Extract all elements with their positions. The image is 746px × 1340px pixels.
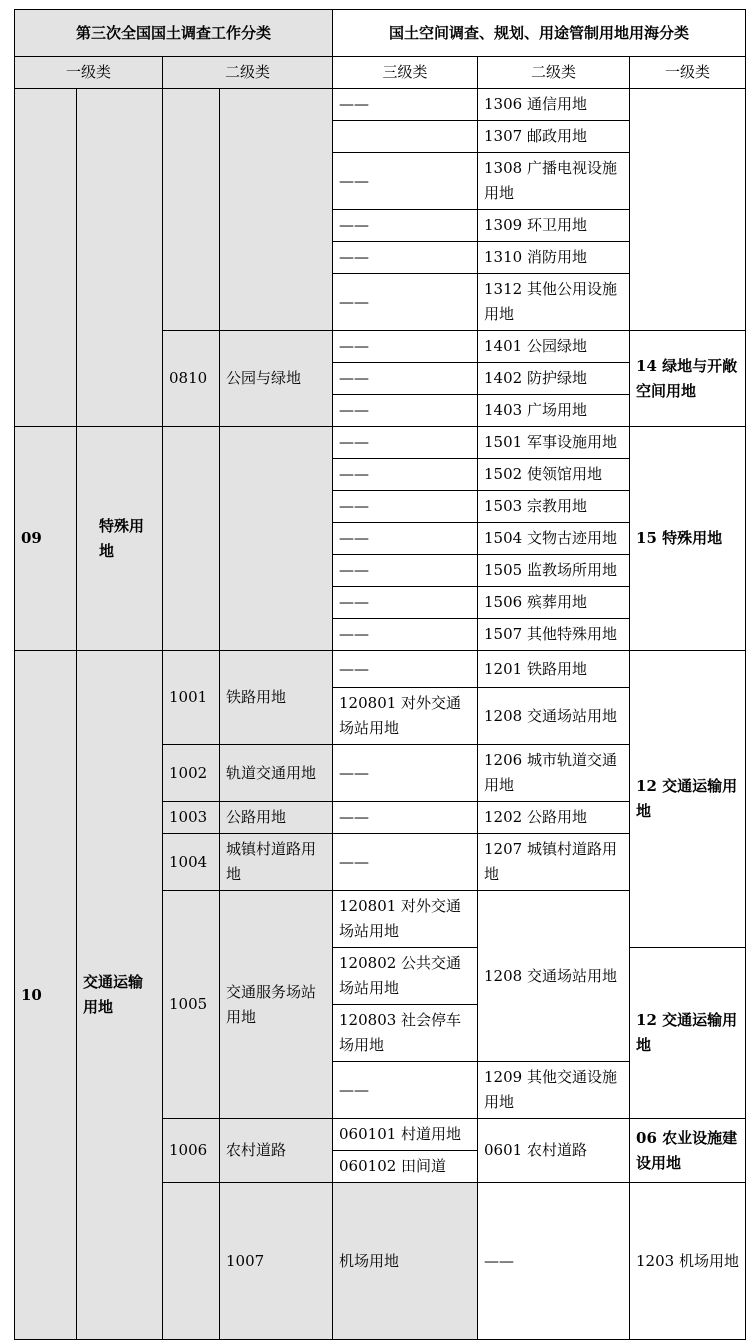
cell-l2-name: 轨道交通用地 [220,745,333,802]
cell-l1-name: 交通运输用地 [77,651,163,1340]
cell-level3: —— [333,587,478,619]
cell-level3: —— [333,89,478,121]
cell-level2: 1312 其他公用设施用地 [478,274,630,331]
cell-l2-name: 公路用地 [220,802,333,834]
cell-level3: —— [333,619,478,651]
col-header-level1b: 一级类 [630,57,746,89]
cell-level3: 120801 对外交通场站用地 [333,891,478,948]
cell-level2: 1202 公路用地 [478,802,630,834]
land-classification-table [14,9,746,1340]
table-row [15,651,746,688]
subheader-row [15,57,746,89]
cell-level2: 1403 广场用地 [478,395,630,427]
cell-level2: 1503 宗教用地 [478,491,630,523]
col-header-level2b: 二级类 [478,57,630,89]
cell-level2: 1308 广播电视设施用地 [478,153,630,210]
cell-level3: —— [333,523,478,555]
cell-level2: 1506 殡葬用地 [478,587,630,619]
cell-l1-name [163,1183,220,1340]
cell-level3: 060102 田间道 [333,1151,478,1183]
cell-level3: —— [333,555,478,587]
cell-level3: —— [333,210,478,242]
cell-level2: 1310 消防用地 [478,242,630,274]
cell-level3: —— [333,153,478,210]
cell-l2-name: 铁路用地 [220,651,333,745]
cell-level3: —— [333,459,478,491]
cell-level1: 15 特殊用地 [630,427,746,651]
cell-l2-name: 交通服务场站用地 [220,891,333,1119]
cell-level1 [630,89,746,331]
cell-level3: —— [333,745,478,802]
table-row [15,89,746,121]
cell-level3: —— [333,395,478,427]
cell-l2-code: 1007 [220,1183,333,1340]
cell-level2: 1309 环卫用地 [478,210,630,242]
cell-level2: 1206 城市轨道交通用地 [478,745,630,802]
cell-l1-name: 特殊用地 [77,427,163,651]
cell-l2-code: 1004 [163,834,220,891]
header-row [15,10,746,57]
cell-l2-name: 机场用地 [333,1183,478,1340]
cell-l1-code [15,89,77,427]
cell-l2-code [163,89,220,331]
cell-level2: 1501 军事设施用地 [478,427,630,459]
cell-l1-name [77,89,163,427]
cell-level2: 1505 监教场所用地 [478,555,630,587]
cell-level3: —— [333,491,478,523]
cell-level2: 1307 邮政用地 [478,121,630,153]
cell-l1-code: 09 [15,427,77,651]
col-header-level2: 二级类 [163,57,333,89]
cell-level2: 1504 文物古迹用地 [478,523,630,555]
cell-l2-name: 城镇村道路用地 [220,834,333,891]
cell-level2: 1502 使领馆用地 [478,459,630,491]
cell-level2: 1203 机场用地 [630,1183,746,1340]
col-header-level3: 三级类 [333,57,478,89]
cell-l2-code: 1005 [163,891,220,1119]
cell-l2-name [220,427,333,651]
cell-level2: 1507 其他特殊用地 [478,619,630,651]
cell-l1-code: 10 [15,651,77,1340]
col-header-level1: 一级类 [15,57,163,89]
cell-l2-code: 1006 [163,1119,220,1183]
cell-l2-name [220,89,333,331]
cell-l2-code: 1001 [163,651,220,745]
cell-level2: 1208 交通场站用地 [478,688,630,745]
cell-level2: 0601 农村道路 [478,1119,630,1183]
cell-level3: 120802 公共交通场站用地 [333,948,478,1005]
cell-l2-name: 农村道路 [220,1119,333,1183]
cell-l2-name: 公园与绿地 [220,331,333,427]
cell-l2-code [163,427,220,651]
cell-level2: 1306 通信用地 [478,89,630,121]
cell-level3: —— [333,1062,478,1119]
cell-l2-code: 1003 [163,802,220,834]
cell-level1: 14 绿地与开敞空间用地 [630,331,746,427]
cell-level2: 1201 铁路用地 [478,651,630,688]
cell-level3: —— [333,427,478,459]
cell-level2: 1401 公园绿地 [478,331,630,363]
cell-level3: —— [333,274,478,331]
cell-level3 [333,121,478,153]
cell-level1: 12 交通运输用地 [630,948,746,1119]
cell-l2-code: 1002 [163,745,220,802]
table-row [15,427,746,459]
cell-level2: 1207 城镇村道路用地 [478,834,630,891]
cell-level3: 060101 村道用地 [333,1119,478,1151]
cell-level1: 06 农业设施建设用地 [630,1119,746,1183]
cell-level2: 1402 防护绿地 [478,363,630,395]
cell-level3: —— [333,331,478,363]
cell-level3: —— [333,363,478,395]
cell-level1: 12 交通运输用地 [630,651,746,948]
cell-level3: 120801 对外交通场站用地 [333,688,478,745]
cell-level3: —— [478,1183,630,1340]
right-table-title: 国土空间调查、规划、用途管制用地用海分类 [333,10,746,57]
cell-level3: —— [333,802,478,834]
cell-level3: —— [333,242,478,274]
cell-level2: 1208 交通场站用地 [478,891,630,1062]
cell-l2-code: 0810 [163,331,220,427]
cell-level2: 1209 其他交通设施用地 [478,1062,630,1119]
cell-level3: 120803 社会停车场用地 [333,1005,478,1062]
cell-level3: —— [333,651,478,688]
cell-level3: —— [333,834,478,891]
left-table-title: 第三次全国国土调查工作分类 [15,10,333,57]
